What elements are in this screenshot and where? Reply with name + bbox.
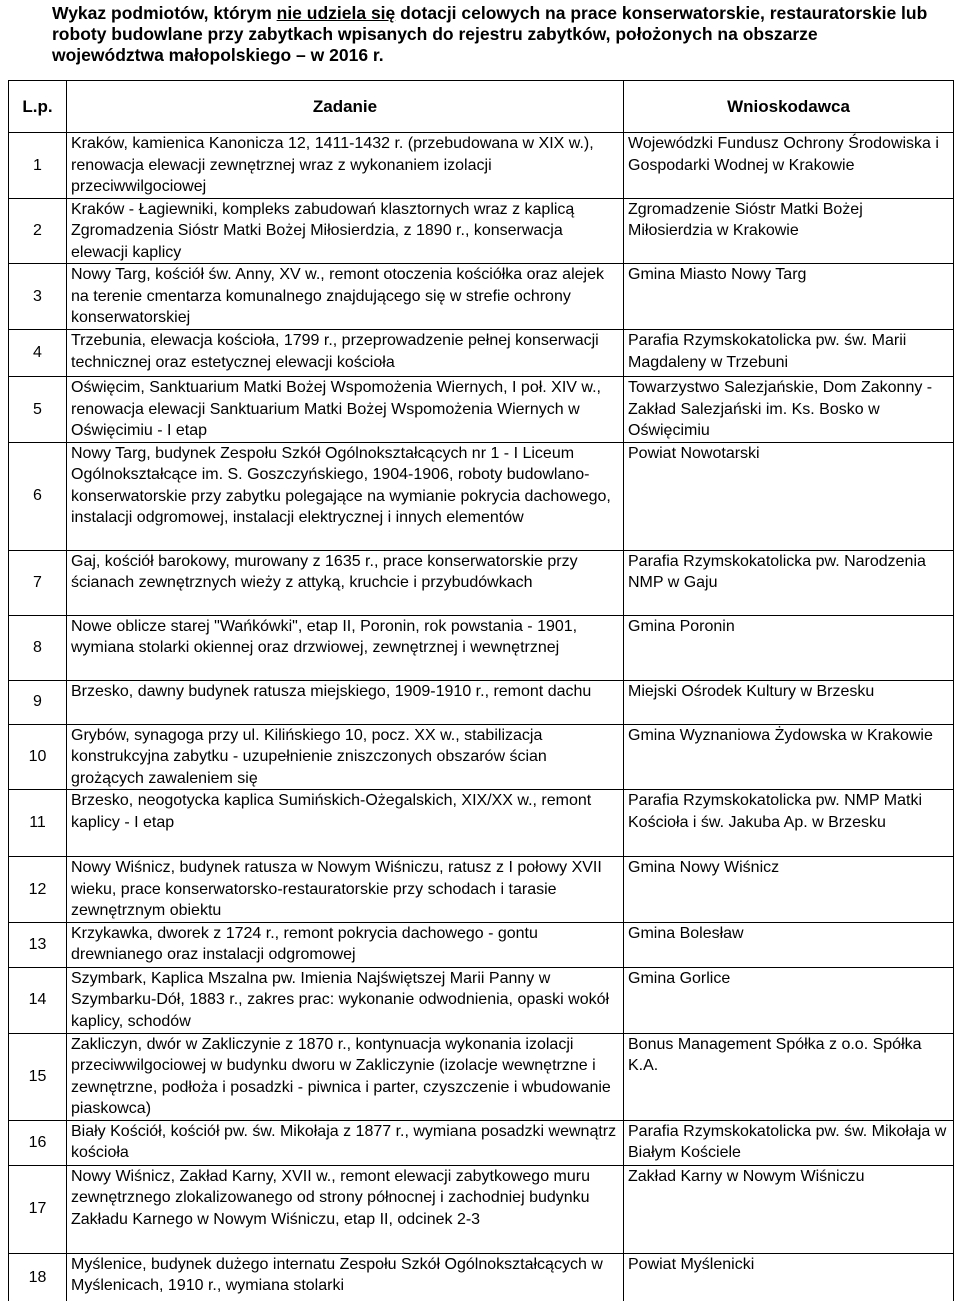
table-row — [9, 790, 954, 857]
header-zadanie: Zadanie — [67, 81, 624, 133]
row-number: 10 — [9, 724, 67, 790]
row-zadanie: Szymbark, Kaplica Mszalna pw. Imienia Najświętszej Marii Panny w Szymbarku-Dół, 1883 r., zakres prac: wykonanie odwodnienia, opaski wokół kaplicy, schodów — [67, 967, 624, 1033]
table-row — [9, 330, 954, 377]
header-wnioskodawca: Wnioskodawca — [624, 81, 954, 133]
row-zadanie: Grybów, synagoga przy ul. Kilińskiego 10, pocz. XX w., stabilizacja konstrukcyjna zabytku - uzupełnienie zniszczonych obszarów ścian grożących zawaleniem się — [67, 724, 624, 790]
table-row — [9, 1033, 954, 1120]
table-row — [9, 133, 954, 199]
row-number: 5 — [9, 377, 67, 443]
row-number: 18 — [9, 1253, 67, 1301]
row-zadanie: Nowy Targ, kościół św. Anny, XV w., remont otoczenia kościółka oraz alejek na terenie cmentarza komunalnego znajdującego się w strefie ochrony konserwatorskiej — [67, 264, 624, 330]
row-wnioskodawca: Powiat Nowotarski — [624, 442, 954, 550]
row-zadanie: Nowy Wiśnicz, Zakład Karny, XVII w., remont elewacji zabytkowego muru zewnętrznego zlokalizowanego od strony północnej i zachodniej budynku Zakładu Karnego w Nowym Wiśniczu, etap II, odcinek 2-3 — [67, 1165, 624, 1253]
table-row — [9, 1120, 954, 1165]
row-number: 13 — [9, 922, 67, 967]
table-row — [9, 198, 954, 264]
row-number: 11 — [9, 790, 67, 857]
row-number: 8 — [9, 615, 67, 680]
row-zadanie: Kraków, kamienica Kanonicza 12, 1411-1432 r. (przebudowana w XIX w.), renowacja elewacji zewnętrznej wraz z wykonaniem izolacji przeciwwilgociowej — [67, 133, 624, 199]
row-wnioskodawca: Wojewódzki Fundusz Ochrony Środowiska i Gospodarki Wodnej w Krakowie — [624, 133, 954, 199]
row-number: 6 — [9, 442, 67, 550]
title-part-2: dotacji celowych na prace konserwatorskie, restauratorskie lub roboty budowlane przy zabytkach wpisanych do rejestru zabytków, położonych na obszarze województwa małopolskiego – w 2016 r. — [52, 3, 928, 65]
row-zadanie: Trzebunia, elewacja kościoła, 1799 r., przeprowadzenie pełnej konserwacji technicznej oraz estetycznej elewacji kościoła — [67, 330, 624, 377]
row-zadanie: Zakliczyn, dwór w Zakliczynie z 1870 r., kontynuacja wykonania izolacji przeciwwilgociowej w budynku dworu w Zakliczynie (izolacje wewnętrzne i zewnętrzne, podłoża i posadzki - piwnica i parter, czyszczenie i wbudowanie piaskowca) — [67, 1033, 624, 1120]
title-underlined: nie udziela się — [276, 3, 396, 23]
row-zadanie: Gaj, kościół barokowy, murowany z 1635 r., prace konserwatorskie przy ścianach zewnętrznych wieży z attyką, kruchcie i przybudówkach — [67, 550, 624, 615]
table-row — [9, 680, 954, 724]
row-number: 17 — [9, 1165, 67, 1253]
table-row — [9, 264, 954, 330]
row-number: 12 — [9, 857, 67, 923]
row-wnioskodawca: Towarzystwo Salezjańskie, Dom Zakonny - Zakład Salezjański im. Ks. Bosko w Oświęcimiu — [624, 377, 954, 443]
row-wnioskodawca: Gmina Nowy Wiśnicz — [624, 857, 954, 923]
title-part-1: Wykaz podmiotów, którym — [52, 3, 277, 23]
table-row — [9, 377, 954, 443]
row-wnioskodawca: Bonus Management Spółka z o.o. Spółka K.A. — [624, 1033, 954, 1120]
row-wnioskodawca: Miejski Ośrodek Kultury w Brzesku — [624, 680, 954, 724]
table-row — [9, 922, 954, 967]
table-row — [9, 724, 954, 790]
row-zadanie: Krzykawka, dworek z 1724 r., remont pokrycia dachowego - gontu drewnianego oraz instalacji odgromowej — [67, 922, 624, 967]
row-number: 7 — [9, 550, 67, 615]
row-zadanie: Brzesko, dawny budynek ratusza miejskiego, 1909-1910 r., remont dachu — [67, 680, 624, 724]
table-row — [9, 1165, 954, 1253]
table-row — [9, 615, 954, 680]
row-zadanie: Myślenice, budynek dużego internatu Zespołu Szkół Ogólnokształcących w Myślenicach, 1910 r., wymiana stolarki — [67, 1253, 624, 1301]
row-zadanie: Nowy Targ, budynek Zespołu Szkół Ogólnokształcących nr 1 - I Liceum Ogólnokształcące im. S. Goszczyńskiego, 1904-1906, roboty budowlano-konserwatorskie przy zabytku polegające na wymianie pokrycia dachowego, instalacji odgromowej, instalacji elektrycznej i innych elementów — [67, 442, 624, 550]
row-zadanie: Nowe oblicze starej "Wańkówki", etap II, Poronin, rok powstania - 1901, wymiana stolarki okiennej oraz drzwiowej, zewnętrznej i wewnętrznej — [67, 615, 624, 680]
row-number: 2 — [9, 198, 67, 264]
row-number: 16 — [9, 1120, 67, 1165]
row-wnioskodawca: Parafia Rzymskokatolicka pw. św. Mikołaja w Białym Kościele — [624, 1120, 954, 1165]
row-number: 14 — [9, 967, 67, 1033]
row-wnioskodawca: Gmina Miasto Nowy Targ — [624, 264, 954, 330]
row-wnioskodawca: Gmina Gorlice — [624, 967, 954, 1033]
row-number: 3 — [9, 264, 67, 330]
row-wnioskodawca: Zakład Karny w Nowym Wiśniczu — [624, 1165, 954, 1253]
row-wnioskodawca: Gmina Wyznaniowa Żydowska w Krakowie — [624, 724, 954, 790]
row-wnioskodawca: Gmina Poronin — [624, 615, 954, 680]
table-row — [9, 967, 954, 1033]
row-wnioskodawca: Gmina Bolesław — [624, 922, 954, 967]
row-number: 1 — [9, 133, 67, 199]
row-wnioskodawca: Parafia Rzymskokatolicka pw. św. Marii Magdaleny w Trzebuni — [624, 330, 954, 377]
row-zadanie: Oświęcim, Sanktuarium Matki Bożej Wspomożenia Wiernych, I poł. XIV w., renowacja elewacji Sanktuarium Matki Bożej Wspomożenia Wiernych w Oświęcimiu - I etap — [67, 377, 624, 443]
row-zadanie: Biały Kościół, kościół pw. św. Mikołaja z 1877 r., wymiana posadzki wewnątrz kościoła — [67, 1120, 624, 1165]
row-zadanie: Nowy Wiśnicz, budynek ratusza w Nowym Wiśniczu, ratusz z I połowy XVII wieku, prace konserwatorsko-restauratorskie przy schodach i tarasie zewnętrznym obiektu — [67, 857, 624, 923]
row-zadanie: Brzesko, neogotycka kaplica Sumińskich-Ożegalskich, XIX/XX w., remont kaplicy - I etap — [67, 790, 624, 857]
row-number: 4 — [9, 330, 67, 377]
table-row — [9, 442, 954, 550]
document-title — [52, 3, 932, 66]
row-zadanie: Kraków - Łagiewniki, kompleks zabudowań klasztornych wraz z kaplicą Zgromadzenia Sióstr Matki Bożej Miłosierdzia, z 1890 r., konserwacja elewacji kaplicy — [67, 198, 624, 264]
table-row — [9, 550, 954, 615]
row-wnioskodawca: Powiat Myślenicki — [624, 1253, 954, 1301]
row-wnioskodawca: Zgromadzenie Sióstr Matki Bożej Miłosierdzia w Krakowie — [624, 198, 954, 264]
table-row — [9, 857, 954, 923]
table-header-row — [9, 81, 954, 133]
row-wnioskodawca: Parafia Rzymskokatolicka pw. NMP Matki Kościoła i św. Jakuba Ap. w Brzesku — [624, 790, 954, 857]
row-number: 15 — [9, 1033, 67, 1120]
subjects-table — [8, 80, 954, 1301]
row-number: 9 — [9, 680, 67, 724]
row-wnioskodawca: Parafia Rzymskokatolicka pw. Narodzenia NMP w Gaju — [624, 550, 954, 615]
table-row — [9, 1253, 954, 1301]
header-lp: L.p. — [9, 81, 67, 133]
